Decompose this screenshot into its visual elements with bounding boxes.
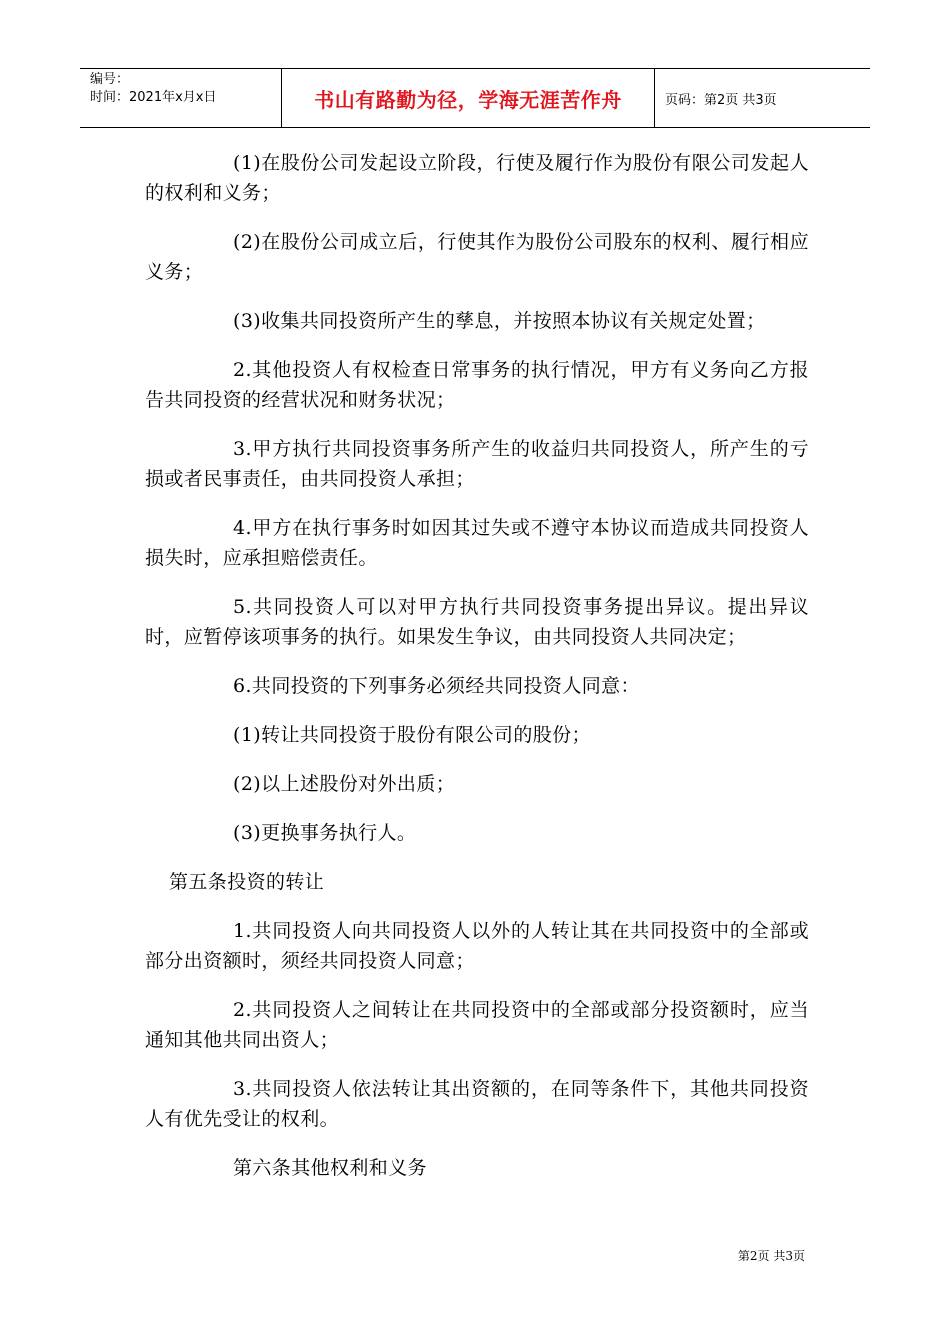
- section-heading-article-5: 第五条投资的转让: [169, 871, 325, 893]
- header-page-number: 页码：第2页 共3页: [665, 92, 777, 108]
- document-header: [80, 68, 870, 128]
- paragraph: 3.共同投资人依法转让其出资额的，在同等条件下，其他共同投资人有优先受让的权利。: [145, 1078, 809, 1130]
- paragraph: 1.共同投资人向共同投资人以外的人转让其在共同投资中的全部或部分出资额时，须经共同投资人同意；: [145, 920, 809, 972]
- paragraph: 2.其他投资人有权检查日常事务的执行情况，甲方有义务向乙方报告共同投资的经营状况和财务状况；: [145, 359, 809, 411]
- paragraph: 4.甲方在执行事务时如因其过失或不遵守本协议而造成共同投资人损失时，应承担赔偿责任。: [145, 517, 809, 569]
- footer-page-number: 第2页 共3页: [737, 1249, 805, 1263]
- paragraph: (1)转让共同投资于股份有限公司的股份；: [233, 724, 591, 746]
- document-body: [145, 148, 809, 1202]
- header-motto: 书山有路勤为径，学海无涯苦作舟: [282, 69, 655, 127]
- paragraph: 2.共同投资人之间转让在共同投资中的全部或部分投资额时，应当通知其他共同出资人；: [145, 999, 809, 1051]
- document-number-label: 编号：: [90, 72, 130, 87]
- section-heading-article-6: 第六条其他权利和义务: [233, 1157, 428, 1179]
- header-meta: [80, 69, 282, 127]
- paragraph: (2)以上述股份对外出质；: [233, 773, 456, 795]
- paragraph: 6.共同投资的下列事务必须经共同投资人同意：: [233, 675, 640, 697]
- paragraph: 5.共同投资人可以对甲方执行共同投资事务提出异议。提出异议时，应暂停该项事务的执行。如果发生争议，由共同投资人共同决定；: [145, 596, 809, 648]
- paragraph: (3)更换事务执行人。: [233, 822, 417, 844]
- paragraph: (3)收集共同投资所产生的孳息，并按照本协议有关规定处置；: [233, 310, 766, 332]
- paragraph: (2)在股份公司成立后，行使其作为股份公司股东的权利、履行相应义务；: [145, 231, 809, 283]
- document-date: 时间：2021年x月x日: [90, 90, 217, 105]
- paragraph: (1)在股份公司发起设立阶段，行使及履行作为股份有限公司发起人的权利和义务；: [145, 152, 809, 204]
- paragraph: 3.甲方执行共同投资事务所产生的收益归共同投资人，所产生的亏损或者民事责任，由共同投资人承担；: [145, 438, 809, 490]
